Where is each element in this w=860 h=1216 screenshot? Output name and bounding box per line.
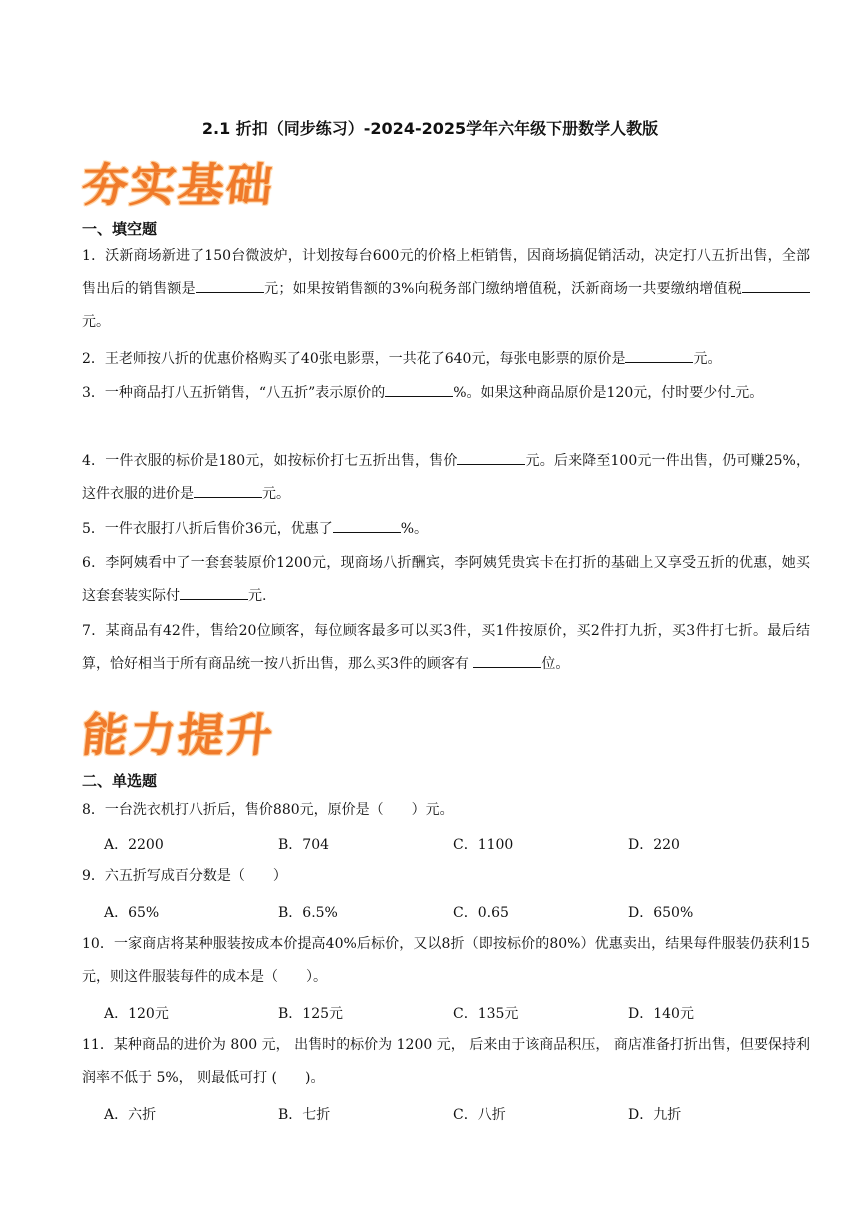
answer-blank[interactable] — [457, 450, 525, 465]
option-b[interactable]: B．七折 — [278, 1107, 331, 1123]
question-11-options — [104, 1104, 804, 1124]
option-c[interactable]: C．0.65 — [453, 905, 509, 921]
question-2-text-a: 2．王老师按八折的优惠价格购买了40张电影票，一共花了640元，每张电影票的原价是 — [82, 351, 626, 367]
answer-blank[interactable] — [473, 653, 541, 668]
option-c[interactable]: C．135元 — [453, 1006, 519, 1022]
option-c[interactable]: C．八折 — [453, 1107, 506, 1123]
question-1-text-b: 元；如果按销售额的3%向税务部门缴纳增值税，沃新商场一共要缴纳增值税 — [263, 281, 743, 297]
question-3-text-b: %。如果这种商品原价是120元，付时要少付 — [453, 385, 732, 401]
question-3-text-c: 元。 — [735, 385, 764, 401]
question-6-text-a: 6．李阿姨看中了一套套装原价1200元，现商场八折酬宾，李阿姨凭贵宾卡在打折的基础上又享受五折的优惠，她买这套套装实际付 — [82, 555, 810, 604]
question-10-options — [104, 1003, 804, 1023]
answer-blank[interactable] — [625, 348, 693, 363]
answer-blank[interactable] — [385, 382, 453, 397]
answer-blank[interactable] — [196, 278, 264, 293]
question-6 — [82, 547, 810, 613]
question-5 — [82, 513, 810, 546]
question-3-text-a: 3．一种商品打八五折销售，“八五折”表示原价的 — [82, 385, 386, 401]
answer-blank[interactable] — [742, 278, 810, 293]
option-a[interactable]: A．2200 — [104, 837, 164, 853]
question-1-text-c: 元。 — [82, 314, 110, 330]
option-d[interactable]: D．650% — [628, 905, 694, 921]
option-d[interactable]: D．220 — [628, 837, 680, 853]
option-c[interactable]: C．1100 — [453, 837, 514, 853]
question-9: 9．六五折写成百分数是（ ） — [82, 868, 287, 884]
option-b[interactable]: B．6.5% — [278, 905, 338, 921]
banner-basic: 夯实基础 — [79, 158, 277, 212]
question-2-text-b: 元。 — [693, 351, 722, 367]
answer-blank[interactable] — [333, 518, 401, 533]
answer-blank[interactable] — [194, 483, 262, 498]
banner-advanced: 能力提升 — [79, 708, 277, 762]
option-d[interactable]: D．140元 — [628, 1006, 694, 1022]
question-3 — [82, 377, 810, 410]
option-d[interactable]: D．九折 — [628, 1107, 682, 1123]
question-1 — [82, 240, 810, 339]
option-a[interactable]: A．65% — [104, 905, 160, 921]
question-7-text-a: 7．某商品有42件，售给20位顾客，每位顾客最多可以买3件，买1件按原价，买2件打九折，买3件打七折。最后结算，恰好相当于所有商品统一按八折出售，那么买3件的顾客有 — [82, 623, 810, 672]
question-4-text-a: 4．一件衣服的标价是180元，如按标价打七五折出售，售价 — [82, 453, 458, 469]
option-b[interactable]: B．125元 — [278, 1006, 344, 1022]
question-2 — [82, 343, 810, 376]
question-4 — [82, 445, 810, 511]
question-1-text-a: 1．沃新商场新进了150台微波炉，计划按每台600元的价格上柜销售，因商场搞促销活动，决定打八五折出售，全部售出后的销售额是 — [82, 248, 810, 297]
question-8: 8．一台洗衣机打八折后，售价880元，原价是（ ）元。 — [82, 802, 454, 818]
question-9-options — [104, 902, 804, 922]
section-heading-fill: 一、填空题 — [82, 220, 158, 238]
question-10: 10．一家商店将某种服装按成本价提高40%后标价，又以8折（即按标价的80%）优惠卖出，结果每件服装仍获利15元，则这件服装每件的成本是（ ）。 — [82, 936, 810, 985]
option-a[interactable]: A．六折 — [104, 1107, 157, 1123]
question-6-text-b: 元. — [248, 588, 267, 604]
question-5-text-a: 5．一件衣服打八折后售价36元，优惠了 — [82, 521, 333, 537]
question-4-text-b: 元。后来降至100元一件出售，仍可赚25%，这件衣服的进价是 — [82, 453, 810, 502]
option-a[interactable]: A．120元 — [104, 1006, 169, 1022]
question-5-text-b: %。 — [400, 521, 429, 537]
question-4-text-c: 元。 — [262, 486, 290, 502]
question-7 — [82, 615, 810, 681]
answer-blank[interactable] — [180, 585, 248, 600]
page-title: 2.1 折扣（同步练习）-2024-2025学年六年级下册数学人教版 — [201, 119, 659, 138]
section-heading-choice: 二、单选题 — [82, 772, 158, 790]
option-b[interactable]: B．704 — [278, 837, 330, 853]
question-11: 11．某种商品的进价为 800 元， 出售时的标价为 1200 元， 后来由于该商品积压， 商店准备打折出售，但要保持利润率不低于 5%， 则最低可打 ( )。 — [82, 1037, 810, 1086]
question-8-options — [104, 834, 804, 854]
question-7-text-b: 位。 — [541, 656, 570, 672]
